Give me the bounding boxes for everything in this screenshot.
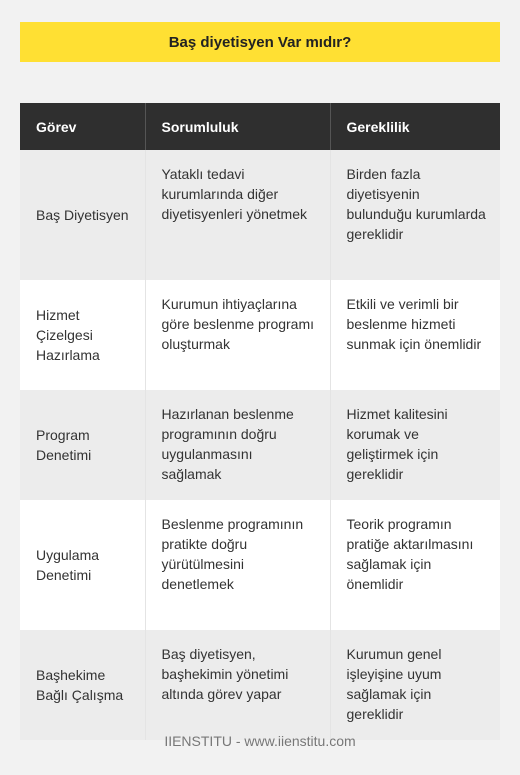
table-cell: Hazırlanan beslenme programının doğru uygulanmasını sağlamak [145,390,330,500]
table-cell: Etkili ve verimli bir beslenme hizmeti sunmak için önemlidir [330,280,500,390]
table-row [20,280,500,390]
footer-credit: IIENSTITU - www.iienstitu.com [164,733,356,749]
table-row [20,390,500,500]
table-row [20,150,500,280]
column-header-gereklilik: Gereklilik [330,103,500,150]
duties-table [20,103,500,740]
column-header-gorev: Görev [20,103,145,150]
table-cell: Hizmet kalitesini korumak ve geliştirmek için gereklidir [330,390,500,500]
table-header-row [20,103,500,150]
table-cell: Program Denetimi [20,390,145,500]
table-row [20,500,500,630]
table-cell: Kurumun genel işleyişine uyum sağlamak için gereklidir [330,630,500,740]
table-cell: Hizmet Çizelgesi Hazırlama [20,280,145,390]
table-cell: Baş Diyetisyen [20,150,145,280]
table-cell: Uygulama Denetimi [20,500,145,630]
table-cell: Beslenme programının pratikte doğru yürütülmesini denetlemek [145,500,330,630]
table-cell: Kurumun ihtiyaçlarına göre beslenme programı oluşturmak [145,280,330,390]
table-cell: Birden fazla diyetisyenin bulunduğu kurumlarda gereklidir [330,150,500,280]
page-title: Baş diyetisyen Var mıdır? [168,33,352,51]
column-header-sorumluluk: Sorumluluk [145,103,330,150]
table-cell: Başhekime Bağlı Çalışma [20,630,145,740]
table-cell: Baş diyetisyen, başhekimin yönetimi altında görev yapar [145,630,330,740]
table-cell: Teorik programın pratiğe aktarılmasını sağlamak için önemlidir [330,500,500,630]
page-title-banner [20,22,500,62]
table-row [20,630,500,740]
table-cell: Yataklı tedavi kurumlarında diğer diyetisyenleri yönetmek [145,150,330,280]
